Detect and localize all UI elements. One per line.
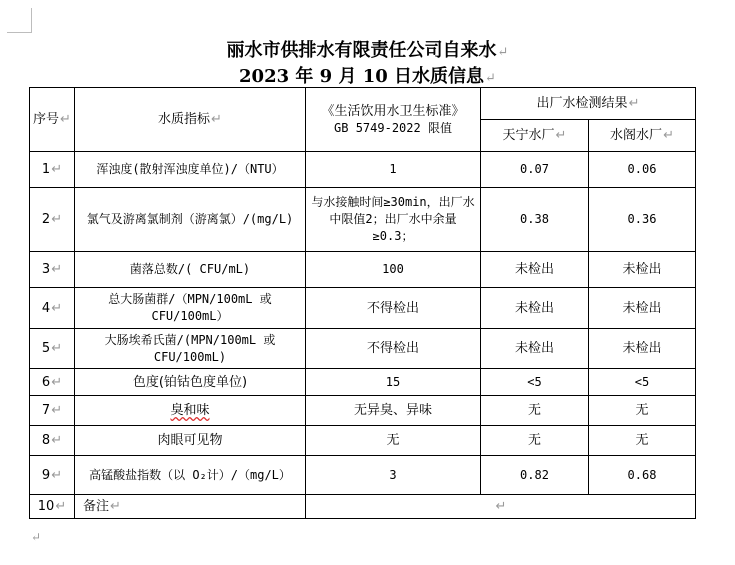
row-plant1: 0.82 <box>481 456 589 495</box>
row-limit: 无 <box>306 426 481 456</box>
row-seq: 9↵ <box>30 456 75 495</box>
row-limit: 不得检出 <box>306 288 481 329</box>
row-limit: 不得检出 <box>306 329 481 369</box>
header-standard: 《生活饮用水卫生标准》 GB 5749-2022 限值 <box>306 88 481 152</box>
row-plant1: 0.38 <box>481 188 589 252</box>
row-plant1: 0.07 <box>481 152 589 188</box>
row-limit: 与水接触时间≥30min，出厂水中限值2；出厂水中余量≥0.3； <box>306 188 481 252</box>
row-plant1: 未检出 <box>481 329 589 369</box>
header-plant2: 水阁水厂↵ <box>589 120 696 152</box>
page-corner-mark <box>7 8 32 33</box>
row-plant1: <5 <box>481 369 589 396</box>
row-plant2: 0.06 <box>589 152 696 188</box>
row-plant1: 未检出 <box>481 252 589 288</box>
row-indicator: 菌落总数/( CFU/mL) <box>75 252 306 288</box>
row-plant2: 未检出 <box>589 288 696 329</box>
row-seq: 6↵ <box>30 369 75 396</box>
paragraph-end-mark: ↵ <box>31 530 42 544</box>
document-title-line1: 丽水市供排水有限责任公司自来水↵ <box>226 40 509 61</box>
row-indicator: 色度(铂钴色度单位) <box>75 369 306 396</box>
row-indicator: 肉眼可见物 <box>75 426 306 456</box>
row-plant2: 0.68 <box>589 456 696 495</box>
row-plant1: 无 <box>481 396 589 426</box>
row-plant1: 未检出 <box>481 288 589 329</box>
row-indicator: 臭和味 <box>75 396 306 426</box>
row-seq: 7↵ <box>30 396 75 426</box>
row-plant2: 无 <box>589 396 696 426</box>
table-row <box>30 288 696 329</box>
header-indicator: 水质指标↵ <box>75 88 306 152</box>
row-plant2: 无 <box>589 426 696 456</box>
row-limit: 100 <box>306 252 481 288</box>
row-indicator: 氯气及游离氯制剂（游离氯）/(mg/L) <box>75 188 306 252</box>
table-row <box>30 456 696 495</box>
table-row <box>30 152 696 188</box>
row-seq: 10↵ <box>30 495 75 519</box>
row-indicator: 备注↵ <box>75 495 306 519</box>
row-limit: 无异臭、异味 <box>306 396 481 426</box>
table-row <box>30 188 696 252</box>
row-limit: 15 <box>306 369 481 396</box>
table-row <box>30 396 696 426</box>
row-plant2: <5 <box>589 369 696 396</box>
row-indicator: 高锰酸盐指数（以 O₂计）/（mg/L） <box>75 456 306 495</box>
header-plant1: 天宁水厂↵ <box>481 120 589 152</box>
row-seq: 5↵ <box>30 329 75 369</box>
document-title-line2: 2023 年 9 月 10 日水质信息↵ <box>239 66 496 87</box>
row-seq: 4↵ <box>30 288 75 329</box>
row-indicator: 浑浊度(散射浑浊度单位)/（NTU） <box>75 152 306 188</box>
table-row <box>30 495 696 519</box>
row-limit: 1 <box>306 152 481 188</box>
table-row <box>30 369 696 396</box>
row-plant2: 未检出 <box>589 252 696 288</box>
table-row <box>30 252 696 288</box>
row-indicator: 总大肠菌群/（MPN/100mL 或 CFU/100mL） <box>75 288 306 329</box>
table-row <box>30 329 696 369</box>
table-row <box>30 426 696 456</box>
header-seq: 序号↵ <box>30 88 75 152</box>
row-seq: 3↵ <box>30 252 75 288</box>
header-results: 出厂水检测结果↵ <box>481 88 696 120</box>
remarks-cell: ↵ <box>306 495 696 519</box>
row-seq: 8↵ <box>30 426 75 456</box>
row-indicator: 大肠埃希氏菌/(MPN/100mL 或 CFU/100mL) <box>75 329 306 369</box>
row-limit: 3 <box>306 456 481 495</box>
row-plant2: 0.36 <box>589 188 696 252</box>
row-seq: 2↵ <box>30 188 75 252</box>
water-quality-table <box>29 87 696 519</box>
row-plant1: 无 <box>481 426 589 456</box>
row-seq: 1↵ <box>30 152 75 188</box>
row-plant2: 未检出 <box>589 329 696 369</box>
